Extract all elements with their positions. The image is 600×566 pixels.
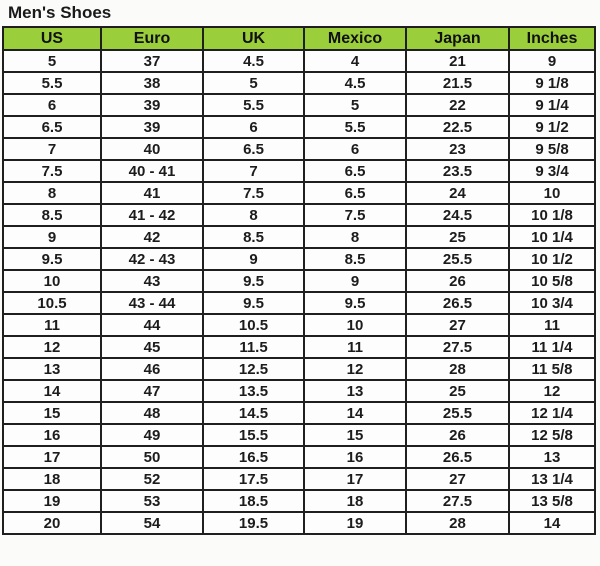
table-cell-uk: 4.5 (203, 50, 304, 72)
table-cell-uk: 13.5 (203, 380, 304, 402)
table-row (3, 204, 595, 226)
table-cell-inches: 9 1/4 (509, 94, 595, 116)
page-title: Men's Shoes (8, 3, 112, 22)
table-cell-mexico: 5.5 (304, 116, 406, 138)
table-cell-euro: 45 (101, 336, 203, 358)
table-cell-mexico: 12 (304, 358, 406, 380)
table-cell-uk: 15.5 (203, 424, 304, 446)
table-row (3, 182, 595, 204)
table-row (3, 50, 595, 72)
table-cell-euro: 39 (101, 94, 203, 116)
table-cell-mexico: 5 (304, 94, 406, 116)
table-cell-mexico: 7.5 (304, 204, 406, 226)
table-row (3, 512, 595, 534)
table-row (3, 446, 595, 468)
table-cell-japan: 26 (406, 424, 509, 446)
table-row (3, 402, 595, 424)
table-cell-uk: 9.5 (203, 292, 304, 314)
table-cell-japan: 26.5 (406, 446, 509, 468)
table-cell-japan: 28 (406, 358, 509, 380)
table-cell-mexico: 9.5 (304, 292, 406, 314)
table-row (3, 358, 595, 380)
table-cell-inches: 10 1/8 (509, 204, 595, 226)
table-cell-euro: 54 (101, 512, 203, 534)
table-cell-euro: 46 (101, 358, 203, 380)
table-cell-inches: 13 5/8 (509, 490, 595, 512)
table-cell-japan: 25 (406, 380, 509, 402)
table-cell-euro: 41 (101, 182, 203, 204)
table-cell-japan: 21 (406, 50, 509, 72)
table-cell-euro: 49 (101, 424, 203, 446)
table-cell-mexico: 6.5 (304, 160, 406, 182)
table-cell-uk: 5 (203, 72, 304, 94)
table-cell-us: 7 (3, 138, 101, 160)
table-cell-inches: 11 5/8 (509, 358, 595, 380)
table-cell-euro: 53 (101, 490, 203, 512)
column-header-uk: UK (203, 27, 304, 50)
table-cell-us: 9.5 (3, 248, 101, 270)
table-cell-mexico: 8 (304, 226, 406, 248)
table-cell-japan: 27.5 (406, 336, 509, 358)
table-cell-mexico: 6.5 (304, 182, 406, 204)
table-cell-euro: 43 - 44 (101, 292, 203, 314)
table-cell-uk: 17.5 (203, 468, 304, 490)
table-cell-uk: 16.5 (203, 446, 304, 468)
table-cell-us: 9 (3, 226, 101, 248)
table-cell-japan: 27 (406, 468, 509, 490)
table-cell-mexico: 14 (304, 402, 406, 424)
table-cell-us: 20 (3, 512, 101, 534)
table-cell-inches: 10 1/4 (509, 226, 595, 248)
table-cell-inches: 12 1/4 (509, 402, 595, 424)
table-cell-euro: 42 - 43 (101, 248, 203, 270)
table-cell-inches: 9 1/2 (509, 116, 595, 138)
table-cell-mexico: 9 (304, 270, 406, 292)
table-cell-japan: 25.5 (406, 402, 509, 424)
table-cell-inches: 9 5/8 (509, 138, 595, 160)
table-cell-euro: 50 (101, 446, 203, 468)
table-cell-inches: 12 (509, 380, 595, 402)
table-cell-mexico: 4.5 (304, 72, 406, 94)
table-cell-inches: 13 (509, 446, 595, 468)
table-cell-uk: 10.5 (203, 314, 304, 336)
table-cell-uk: 11.5 (203, 336, 304, 358)
table-row (3, 94, 595, 116)
table-cell-euro: 47 (101, 380, 203, 402)
table-cell-inches: 9 (509, 50, 595, 72)
table-cell-uk: 8 (203, 204, 304, 226)
table-cell-euro: 38 (101, 72, 203, 94)
table-cell-japan: 21.5 (406, 72, 509, 94)
table-cell-uk: 6 (203, 116, 304, 138)
table-row (3, 468, 595, 490)
table-cell-japan: 28 (406, 512, 509, 534)
table-cell-uk: 14.5 (203, 402, 304, 424)
table-cell-inches: 13 1/4 (509, 468, 595, 490)
table-cell-mexico: 11 (304, 336, 406, 358)
table-cell-mexico: 8.5 (304, 248, 406, 270)
table-cell-japan: 23 (406, 138, 509, 160)
table-cell-uk: 9 (203, 248, 304, 270)
table-cell-japan: 22 (406, 94, 509, 116)
table-cell-mexico: 13 (304, 380, 406, 402)
table-cell-us: 6 (3, 94, 101, 116)
table-cell-mexico: 19 (304, 512, 406, 534)
table-cell-mexico: 6 (304, 138, 406, 160)
table-cell-euro: 52 (101, 468, 203, 490)
table-row (3, 72, 595, 94)
table-row (3, 160, 595, 182)
table-cell-inches: 10 3/4 (509, 292, 595, 314)
table-cell-us: 11 (3, 314, 101, 336)
table-cell-mexico: 18 (304, 490, 406, 512)
table-cell-uk: 8.5 (203, 226, 304, 248)
table-cell-us: 10 (3, 270, 101, 292)
table-cell-japan: 26 (406, 270, 509, 292)
table-cell-uk: 7 (203, 160, 304, 182)
table-cell-us: 8.5 (3, 204, 101, 226)
table-cell-us: 8 (3, 182, 101, 204)
table-cell-mexico: 17 (304, 468, 406, 490)
column-header-euro: Euro (101, 27, 203, 50)
table-cell-us: 13 (3, 358, 101, 380)
column-header-japan: Japan (406, 27, 509, 50)
table-body (3, 50, 595, 534)
table-cell-uk: 18.5 (203, 490, 304, 512)
table-row (3, 380, 595, 402)
table-cell-euro: 41 - 42 (101, 204, 203, 226)
table-cell-uk: 12.5 (203, 358, 304, 380)
table-cell-inches: 11 (509, 314, 595, 336)
size-conversion-table (2, 26, 596, 535)
table-cell-us: 7.5 (3, 160, 101, 182)
table-cell-us: 18 (3, 468, 101, 490)
table-cell-mexico: 10 (304, 314, 406, 336)
column-header-inches: Inches (509, 27, 595, 50)
table-cell-us: 19 (3, 490, 101, 512)
table-row (3, 490, 595, 512)
table-cell-japan: 23.5 (406, 160, 509, 182)
table-cell-japan: 27 (406, 314, 509, 336)
table-cell-mexico: 16 (304, 446, 406, 468)
table-row (3, 270, 595, 292)
table-row (3, 292, 595, 314)
table-cell-inches: 10 5/8 (509, 270, 595, 292)
table-cell-us: 17 (3, 446, 101, 468)
table-cell-euro: 37 (101, 50, 203, 72)
table-cell-inches: 14 (509, 512, 595, 534)
table-cell-us: 16 (3, 424, 101, 446)
table-cell-us: 12 (3, 336, 101, 358)
table-row (3, 116, 595, 138)
column-header-us: US (3, 27, 101, 50)
table-row (3, 248, 595, 270)
table-cell-us: 5.5 (3, 72, 101, 94)
table-cell-euro: 42 (101, 226, 203, 248)
table-row (3, 226, 595, 248)
table-cell-inches: 11 1/4 (509, 336, 595, 358)
table-cell-euro: 39 (101, 116, 203, 138)
table-cell-us: 10.5 (3, 292, 101, 314)
table-cell-japan: 27.5 (406, 490, 509, 512)
table-cell-euro: 48 (101, 402, 203, 424)
table-cell-inches: 9 1/8 (509, 72, 595, 94)
table-cell-mexico: 15 (304, 424, 406, 446)
table-cell-japan: 24 (406, 182, 509, 204)
table-cell-japan: 26.5 (406, 292, 509, 314)
table-cell-uk: 9.5 (203, 270, 304, 292)
table-cell-euro: 43 (101, 270, 203, 292)
table-cell-euro: 40 (101, 138, 203, 160)
table-cell-us: 5 (3, 50, 101, 72)
table-row (3, 336, 595, 358)
table-cell-inches: 12 5/8 (509, 424, 595, 446)
table-cell-japan: 24.5 (406, 204, 509, 226)
table-cell-uk: 7.5 (203, 182, 304, 204)
table-cell-us: 6.5 (3, 116, 101, 138)
table-cell-uk: 19.5 (203, 512, 304, 534)
table-cell-inches: 10 1/2 (509, 248, 595, 270)
table-cell-japan: 25.5 (406, 248, 509, 270)
table-cell-inches: 9 3/4 (509, 160, 595, 182)
table-cell-japan: 25 (406, 226, 509, 248)
table-cell-mexico: 4 (304, 50, 406, 72)
table-cell-us: 14 (3, 380, 101, 402)
table-cell-inches: 10 (509, 182, 595, 204)
table-row (3, 314, 595, 336)
table-cell-us: 15 (3, 402, 101, 424)
table-cell-uk: 6.5 (203, 138, 304, 160)
table-cell-uk: 5.5 (203, 94, 304, 116)
table-header-row (3, 27, 595, 50)
table-cell-euro: 40 - 41 (101, 160, 203, 182)
table-row (3, 138, 595, 160)
table-row (3, 424, 595, 446)
column-header-mexico: Mexico (304, 27, 406, 50)
table-cell-japan: 22.5 (406, 116, 509, 138)
table-cell-euro: 44 (101, 314, 203, 336)
